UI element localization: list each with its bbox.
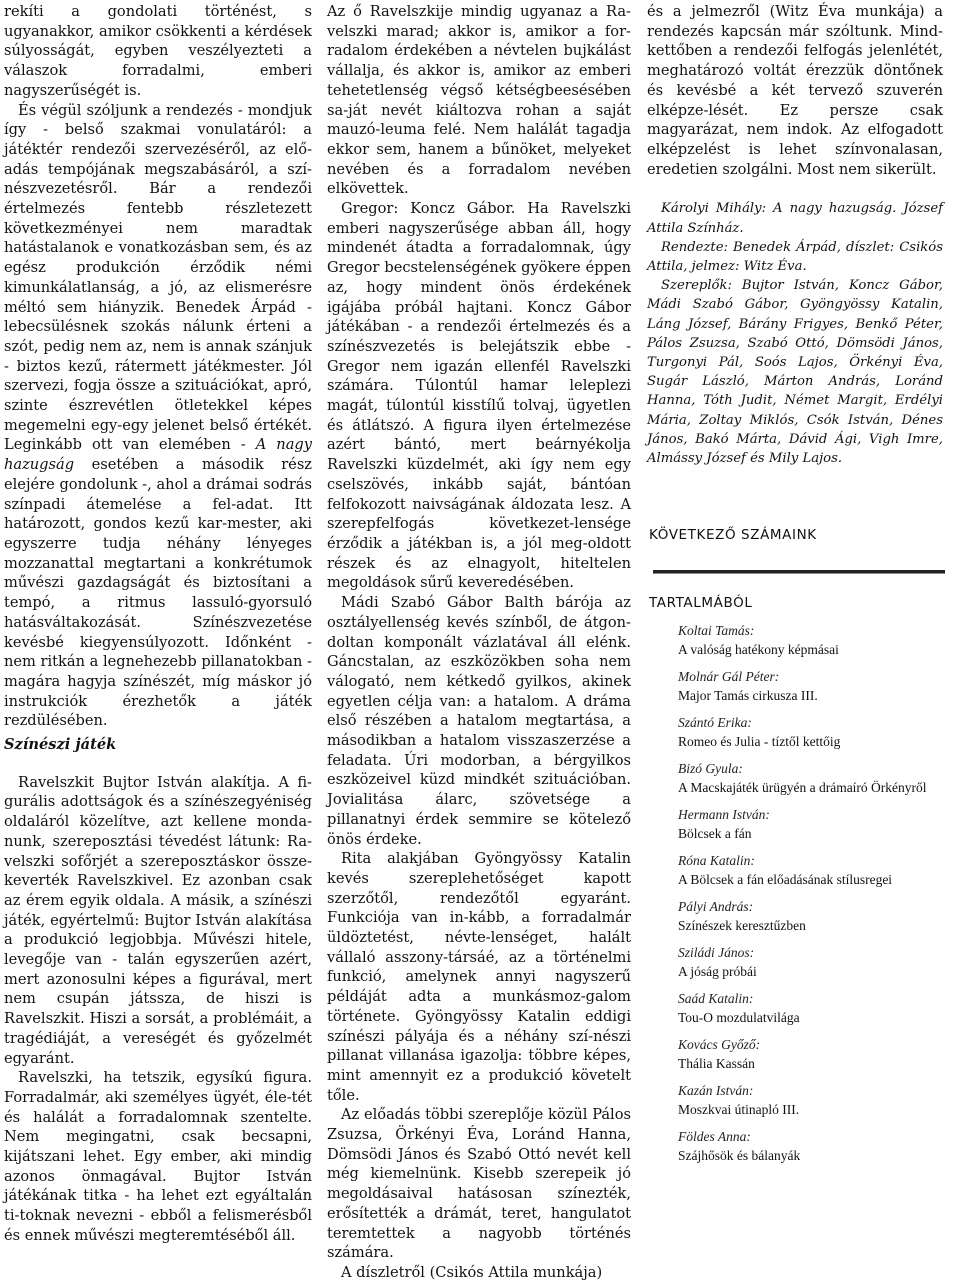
- credit-line: Károlyi Mihály: A nagy hazugság. József Attila Színház.: [647, 201, 943, 236]
- toc-title: A valóság hatékony képmásai: [678, 641, 839, 657]
- list-item: [678, 1128, 928, 1166]
- toc-author: Hermann István:: [678, 806, 770, 822]
- list-item: [678, 898, 928, 936]
- toc-author: Róna Katalin:: [678, 852, 755, 868]
- paragraph: Gregor: Koncz Gábor. Ha Ravelszki emberi nagyszerűsége abban áll, hogy mindenét átadta a forradalomnak, úgy Gregor becstelenségének gyökere éppen az, hogy mindent önös érdekének igájába próbál hajtani. Koncz Gábor játékában - a rendezői értelmezés és a színészvezetés is belejátszik ebbe - Gregor nem igazán ellenfél Ravelszki számára. Túlontúl hamar leleplezi magát, túlontúl kisstílű tolvaj, ügyetlen és átlátszó. A figura ilyen értelmezése azért bántó, mert beárnyékolja Ravelszki küzdelmét, aki így nem egy cselszövés, inkább saját, bántóan felfokozott naivságának áldozata lesz. A szerepfelfogás következet-lensége érződik a játékban is, a jól meg-oldott részek és az elnagyolt, hiteltelen megoldások sűrű keveredésében.: [327, 200, 631, 592]
- toc-author: Kovács Győző:: [678, 1036, 761, 1052]
- list-item: [678, 622, 928, 660]
- paragraph: Ravelszkit Bujtor István alakítja. A fi-gurális adottságok és a színészegyéniség oldaláról közelítve, azt kellene monda-nunk, szereposztási tévedést látunk: Ra-velszki sofőrjét a szereposztáskor össze-keverték Ravelszkivel. Ez azonban csak az érem egyik oldala. A másik, a színészi játék, egyértelmű: Bujtor István alakítása a produkció legjobbja. Művészi hitele, levegője van - talán egyszerűen azért, mert azonosulni képes a figurával, mert nem csupán játssza, de hiszi is Ravelszkit. Hiszi a sorsát, a problémáit, a tragédiáját, a vereségét és győzelmét egyaránt.: [4, 773, 312, 1067]
- credit-line: Szereplők: Bujtor István, Koncz Gábor, Mádi Szabó Gábor, Gyöngyössy Katalin, Láng József, Bárány Frigyes, Benkő Péter, Pálos Zsuzsa, Szabó Ottó, Dömsödi János, Turgonyi Pál, Soós Lajos, Örkényi Éva, Sugár László, Márton András, Loránd Hanna, Tóth Judit, Német Margit, Erdélyi Mária, Zoltay Miklós, Csók István, Dénes János, Bakó Márta, Dávid Ági, Vigh Imre, Almássy József és Mily Lajos.: [647, 278, 943, 466]
- paragraph: A díszletről (Csikós Attila munkája): [341, 1264, 603, 1281]
- toc-title: Major Tamás cirkusza III.: [678, 687, 818, 703]
- toc-author: Kazán István:: [678, 1082, 754, 1098]
- toc-title: A Bölcsek a fán előadásának stílusregei: [678, 871, 893, 887]
- list-item: [678, 668, 928, 706]
- contents-list: [678, 622, 928, 1166]
- toc-title: Moszkvai útinapló III.: [678, 1101, 800, 1117]
- toc-title: A Macskajáték ürügyén a drámaíró Örkényről: [678, 779, 927, 795]
- contents-heading: TARTALMÁBÓL: [649, 594, 753, 611]
- paragraph: Az ő Ravelszkije mindig ugyanaz a Ra-velszki marad; akkor is, amikor a for-radalom érdekében a névtelen bujkálást vállalja, és akkor is, amikor az emberi tehetetlenség végső kétségbeesésében sa-ját nevét kiáltozva rohan a saját mauzó-leuma felé. Nem halálát tagadja ekkor sem, hanem a bűnöket, melyeket nevében és a forradalom nevében elkövettek.: [327, 3, 631, 198]
- list-item: [678, 944, 928, 982]
- divider: [653, 570, 945, 574]
- section-subheading: Színészi játék: [4, 736, 117, 754]
- toc-author: Saád Katalin:: [678, 990, 754, 1006]
- paragraph-text: esetében a második rész elejére gondolunk -, ahol a drámai sodrás színpadi átemelése a fel-adat. Itt határozott, gondos kezű kar-mester, aki egyszerre tudja néhány lényeges mozzanattal megtartani a konkrétumok művészi gazdagságát és biztosítani a tempó, a ritmus lassuló-gyorsuló hatásváltakozását. Színészvezetése kevésbé kiegyensúlyozott. Időnként - nem ritkán a legnehezebb pillanatokban - magára hagyja színészét, míg máskor jó instrukciók érezhetők a játék rezdülésében.: [4, 456, 312, 730]
- toc-author: Sziládi János:: [678, 944, 755, 960]
- toc-author: Földes Anna:: [678, 1128, 751, 1144]
- toc-author: Pályi András:: [678, 898, 754, 914]
- toc-title: Szájhősök és bálanyák: [678, 1147, 801, 1163]
- list-item: [678, 990, 928, 1028]
- paragraph: [4, 101, 312, 732]
- list-item: [678, 1082, 928, 1120]
- text-column-3: [647, 2, 943, 1174]
- paragraph: Ravelszki, ha tetszik, egysíkú figura. Forradalmár, aki személyes ügyét, éle-tét és halálát a forradalomnak szentelte. Nem megingatni, csak becsapni, kijátszani lehet. Egy ember, aki mindig azonos önmagával. Bujtor István játékának titka - ha lehet ezt egyáltalán ti-toknak nevezni - ebből a felismerésből és ennek művészi megteremtéséből áll.: [4, 1069, 312, 1244]
- paragraph: rekíti a gondolati történést, s ugyanakkor, amikor csökkenti a kérdések súlyosságát, egyben veszélyezteti a válaszok forradalmi, emberi nagyszerűségét is.: [4, 3, 312, 99]
- list-item: [678, 852, 928, 890]
- paragraph-text: És végül szóljunk a rendezés - mondjuk így - belső szakmai vonulatáról: a játéktér rendezői szervezéséről, az elő-adás tempójának megszabásáról, a szí-nészvezetésről. Bár a rendezői értelmezés fentebb részletezett következményei nem maradtak hatástalanok e vonatkozásban sem, és az egész produkción érződik némi kimunkálatlanság, a jó, az elismerésre méltó sem hiányzik. Benedek Árpád - lebecsülésnek szokás nálunk érteni a szót, pedig nem az, nem is annak szánjuk - biztos kezű, rátermett játékmester. Jól szervezi, fogja össze a szituációkat, apró, szinte észrevétlen ötletekkel képes megemelni egy-egy jelenet belső értékét. Leginkább ott van elemében -: [4, 101, 312, 454]
- list-item: [678, 1036, 928, 1074]
- text-column-1: [4, 2, 312, 1246]
- paragraph: Rita alakjában Gyöngyössy Katalin kevés szereplehetőséget kapott szerzőtől, rendezőtől egyaránt. Funkciója van in-kább, a forradalmár üldöztetést, névte-lenséget, halált vállaló asszony-társáé, az a történelmi funkció, amelynek annyi nagyszerű példáját adta a munkásmoz-galom története. Gyöngyössy Katalin eddigi színészi pályája és a néhány szí-nészi pillanat villanása igazolja: többre képes, mint amennyit ez a produkció követelt tőle.: [327, 850, 631, 1104]
- paragraph: Mádi Szabó Gábor Balth bárója az osztályellenség kevés színből, de átgon-doltan komponált vázlatával áll elénk. Gáncstalan, az eszközökben soha nem válogató, nem kétkedő gyilkos, akinek egyetlen célja van: a hatalom. A dráma első részében a hatalom megtartása, a másodikban a hatalom visszaszerzése a feladata. Úri modorban, a bérgyilkos eszközeivel küzd mindkét szituációban. Jovialitása álarc, szövetsége a pillanatnyi érdek semmire se kötelező önös érdeke.: [327, 594, 631, 848]
- paragraph: és a jelmezről (Witz Éva munkája) a rendezés kapcsán már szóltunk. Mind-kettőben a rendezői felfogás jelenlétét, meghatározó voltát érezzük döntőnek és kevésbé a két tervező szuverén elképze-lését. Ez persze csak magyarázat, nem indok. Az elfogadott elképzelést is lehet színvonalasan, eredetien szolgálni. Most nem sikerült.: [647, 3, 943, 178]
- next-issue-heading: KÖVETKEZŐ SZÁMAINK: [649, 527, 817, 544]
- toc-title: Thália Kassán: [678, 1055, 755, 1071]
- credit-line: Rendezte: Benedek Árpád, díszlet: Csikós Attila, jelmez: Witz Éva.: [647, 239, 943, 274]
- toc-title: Színészek keresztűzben: [678, 917, 806, 933]
- text-column-2: [327, 2, 631, 1283]
- toc-title: Bölcsek a fán: [678, 825, 752, 841]
- list-item: [678, 714, 928, 752]
- toc-title: A jóság próbái: [678, 963, 757, 979]
- toc-author: Szántó Erika:: [678, 714, 752, 730]
- toc-title: Romeo és Julia - tíztől kettőig: [678, 733, 841, 749]
- list-item: [678, 806, 928, 844]
- play-title: A nagy hazugság: [4, 436, 312, 474]
- toc-author: Molnár Gál Péter:: [678, 668, 780, 684]
- list-item: [678, 760, 928, 798]
- toc-title: Tou-O mozdulatvilága: [678, 1009, 800, 1025]
- toc-author: Bizó Gyula:: [678, 760, 743, 776]
- toc-author: Koltai Tamás:: [678, 622, 755, 638]
- production-credits: [647, 199, 943, 468]
- paragraph: Az előadás többi szereplője közül Pálos Zsuzsa, Örkényi Éva, Loránd Hanna, Dömsödi János és Szabó Ottó nevét kell még kiemelnünk. Kisebb szerepeik jó megoldásaival hatásosan színezték, erősítették a drámát, teret, hangulatot teremtettek a nagyobb történés számára.: [327, 1106, 631, 1262]
